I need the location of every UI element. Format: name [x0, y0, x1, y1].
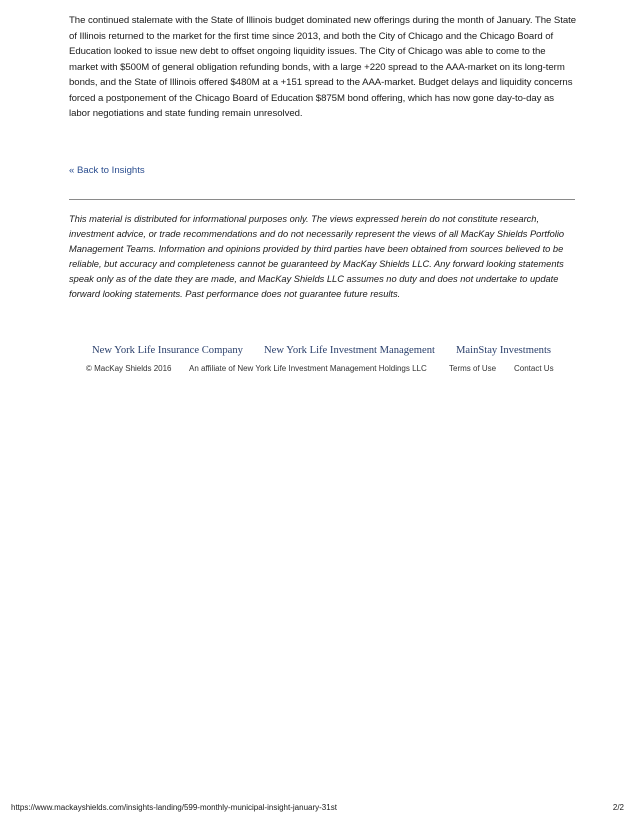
brand-link-new-york-life-insurance[interactable]: New York Life Insurance Company	[92, 345, 243, 356]
print-page-number: 2/2	[612, 803, 624, 812]
back-to-insights-link[interactable]: « Back to Insights	[69, 165, 145, 176]
copyright-text: © MacKay Shields 2016	[86, 364, 172, 373]
contact-us-link[interactable]: Contact Us	[514, 364, 554, 373]
divider	[69, 199, 575, 200]
terms-of-use-link[interactable]: Terms of Use	[449, 364, 497, 373]
brand-link-mainstay-investments[interactable]: MainStay Investments	[456, 345, 552, 356]
brand-link-new-york-life-investment-management[interactable]: New York Life Investment Management	[264, 345, 435, 356]
print-url: https://www.mackayshields.com/insights-landing/599-monthly-municipal-insight-january-31st	[11, 803, 337, 812]
disclaimer-text: This material is distributed for informational purposes only. The views expressed herein do not constitute research, investment advice, or trade recommendations and do not necessarily represent the views of all MacKay Shields Portfolio Management Teams. Information and opinions provided by third parties have been obtained from sources believed to be reliable, but accuracy and completeness cannot be guaranteed by MacKay Shields LLC. Any forward looking statements speak only as of the date they are made, and MacKay Shields LLC assumes no duty and does not undertake to update forward looking statements. Past performance does not guarantee future results.	[69, 214, 565, 300]
article-paragraph: The continued stalemate with the State of Illinois budget dominated new offerings during the month of January. The State of Illinois returned to the market for the first time since 2013, and both the City of Chicago and the Chicago Board of Education looked to issue new debt to offset ongoing liquidity issues. The City of Chicago was able to come to the market with $500M of general obligation refunding bonds, with a large +220 spread to the AAA-market on its long-term bonds, and the State of Illinois offered $480M at a +151 spread to the AAA-market. Budget delays and liquidity concerns forced a postponement of the Chicago Board of Education $875M bond offering, which has now gone day-to-day as labor negotiations and state funding remain unresolved.	[69, 15, 577, 119]
affiliate-text: An affiliate of New York Life Investment Management Holdings LLC	[189, 364, 427, 373]
article-body	[69, 13, 577, 122]
